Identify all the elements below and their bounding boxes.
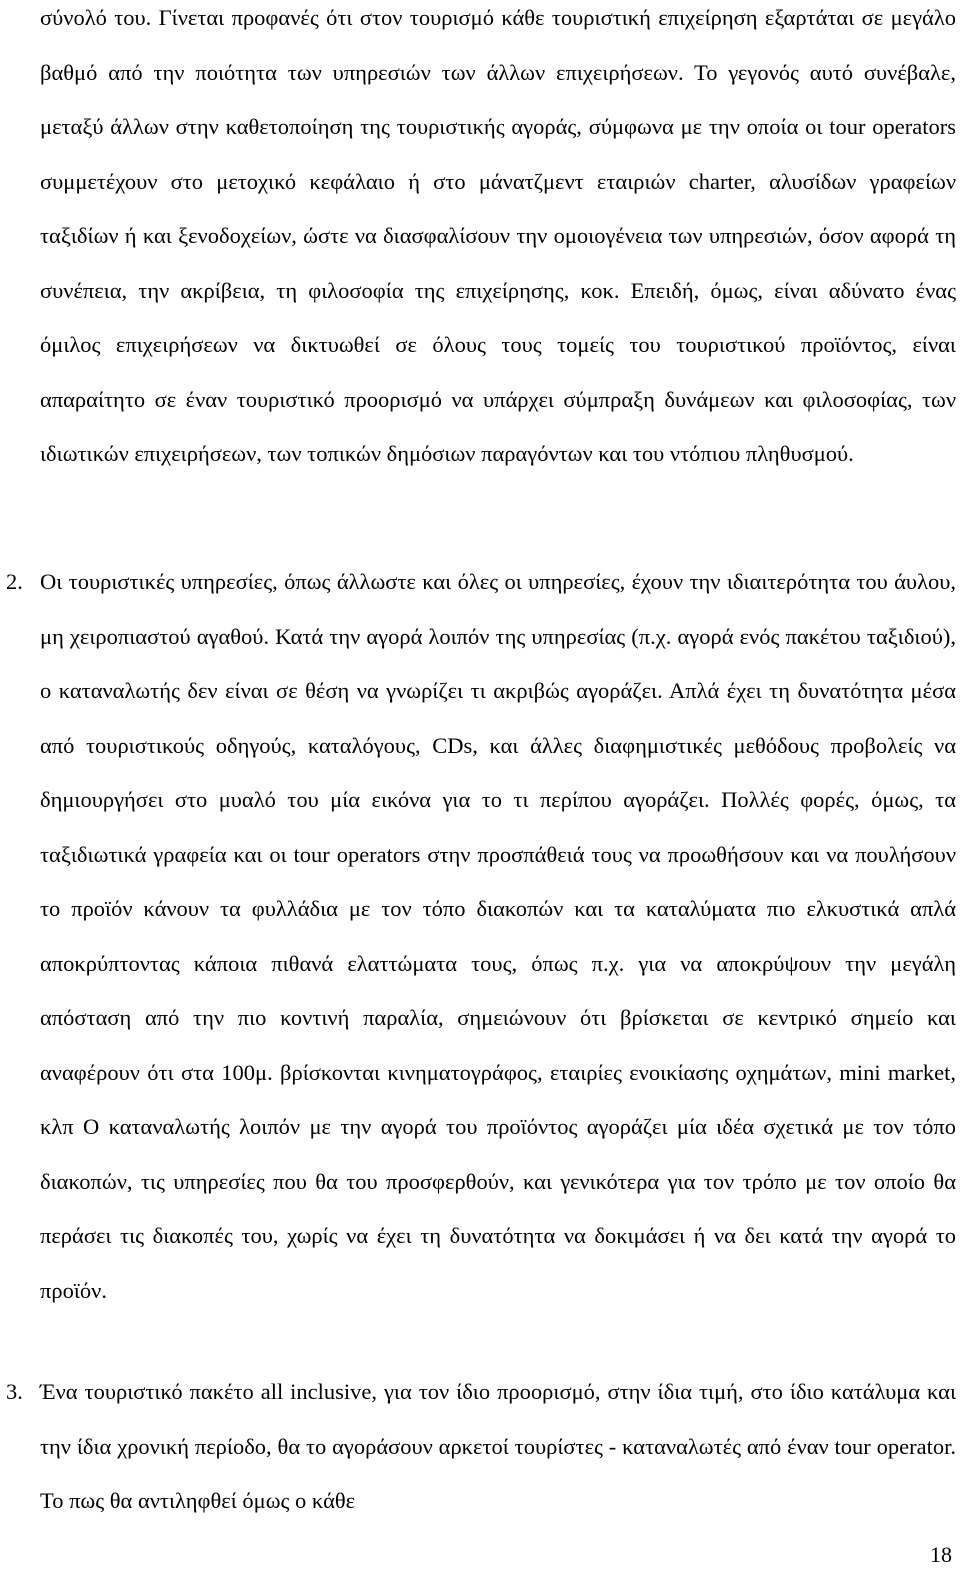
list-item-2 [6,555,956,1318]
list-item-text: Ένα τουριστικό πακέτο all inclusive, για τον ίδιο προορισμό, στην ίδια τιμή, στο ίδιο κατάλυμα και την ίδια χρονική περίοδο, θα το αγοράσουν αρκετοί τουρίστες - καταναλωτές από έναν tour operator. Το πως θα αντιληφθεί όμως ο κάθε [40,1379,956,1513]
intro-paragraph: σύνολό του. Γίνεται προφανές ότι στον τουρισμό κάθε τουριστική επιχείρηση εξαρτάται σε μεγάλο βαθμό από την ποιότητα των υπηρεσιών των άλλων επιχειρήσεων. Το γεγονός αυτό συνέβαλε, μεταξύ άλλων στην καθετοποίηση της τουριστικής αγοράς, σύμφωνα με την οποία οι tour operators συμμετέχουν στο μετοχικό κεφάλαιο ή στο μάνατζμεντ εταιριών charter, αλυσίδων γραφείων ταξιδίων ή και ξενοδοχείων, ώστε να διασφαλίσουν την ομοιογένεια των υπηρεσιών, όσον αφορά τη συνέπεια, την ακρίβεια, τη φιλοσοφία της επιχείρησης, κοκ. Επειδή, όμως, είναι αδύνατο ένας όμιλος επιχειρήσεων να δικτυωθεί σε όλους τους τομείς του τουριστικού προϊόντος, είναι απαραίτητο σε έναν τουριστικό προορισμό να υπάρχει σύμπραξη δυνάμεων και φιλοσοφίας, των ιδιωτικών επιχειρήσεων, των τοπικών δημόσιων παραγόντων και του ντόπιου πληθυσμού. [40,5,956,466]
list-item-3 [6,1365,956,1529]
list-item-number: 3. [6,1379,23,1404]
list-item-text: Οι τουριστικές υπηρεσίες, όπως άλλωστε και όλες οι υπηρεσίες, έχουν την ιδιαιτερότητα του άυλου, μη χειροπιαστού αγαθού. Κατά την αγορά λοιπόν της υπηρεσίας (π.χ. αγορά ενός πακέτου ταξιδιού), ο καταναλωτής δεν είναι σε θέση να γνωρίζει τι ακριβώς αγοράζει. Απλά έχει τη δυνατότητα μέσα από τουριστικούς οδηγούς, καταλόγους, CDs, και άλλες διαφημιστικές μεθόδους προβολείς να δημιουργήσει στο μυαλό του μία εικόνα για το τι περίπου αγοράζει. Πολλές φορές, όμως, τα ταξιδιωτικά γραφεία και οι tour operators στην προσπάθειά τους να προωθήσουν και να πουλήσουν το προϊόν κάνουν τα φυλλάδια με τον τόπο διακοπών και τα καταλύματα πιο ελκυστικά απλά αποκρύπτοντας κάποια πιθανά ελαττώματα τους, όπως π.χ. για να αποκρύψουν την μεγάλη απόσταση από την πιο κοντινή παραλία, σημειώνουν ότι βρίσκεται σε κεντρικό σημείο και αναφέρουν ότι στα 100μ. βρίσκονται κινηματογράφος, εταιρίες ενοικίασης οχημάτων, mini market, κλπ Ο καταναλωτής λοιπόν με την αγορά του προϊόντος αγοράζει μία ιδέα σχετικά με τον τόπο διακοπών, τις υπηρεσίες που θα του προσφερθούν, και γενικότερα για τον τρόπο με τον οποίο θα περάσει τις διακοπές του, χωρίς να έχει τη δυνατότητα να δοκιμάσει ή να δει κατά την αγορά το προϊόν. [40,569,956,1303]
list-item-number: 2. [6,569,23,594]
page-number: 18 [930,1542,952,1567]
